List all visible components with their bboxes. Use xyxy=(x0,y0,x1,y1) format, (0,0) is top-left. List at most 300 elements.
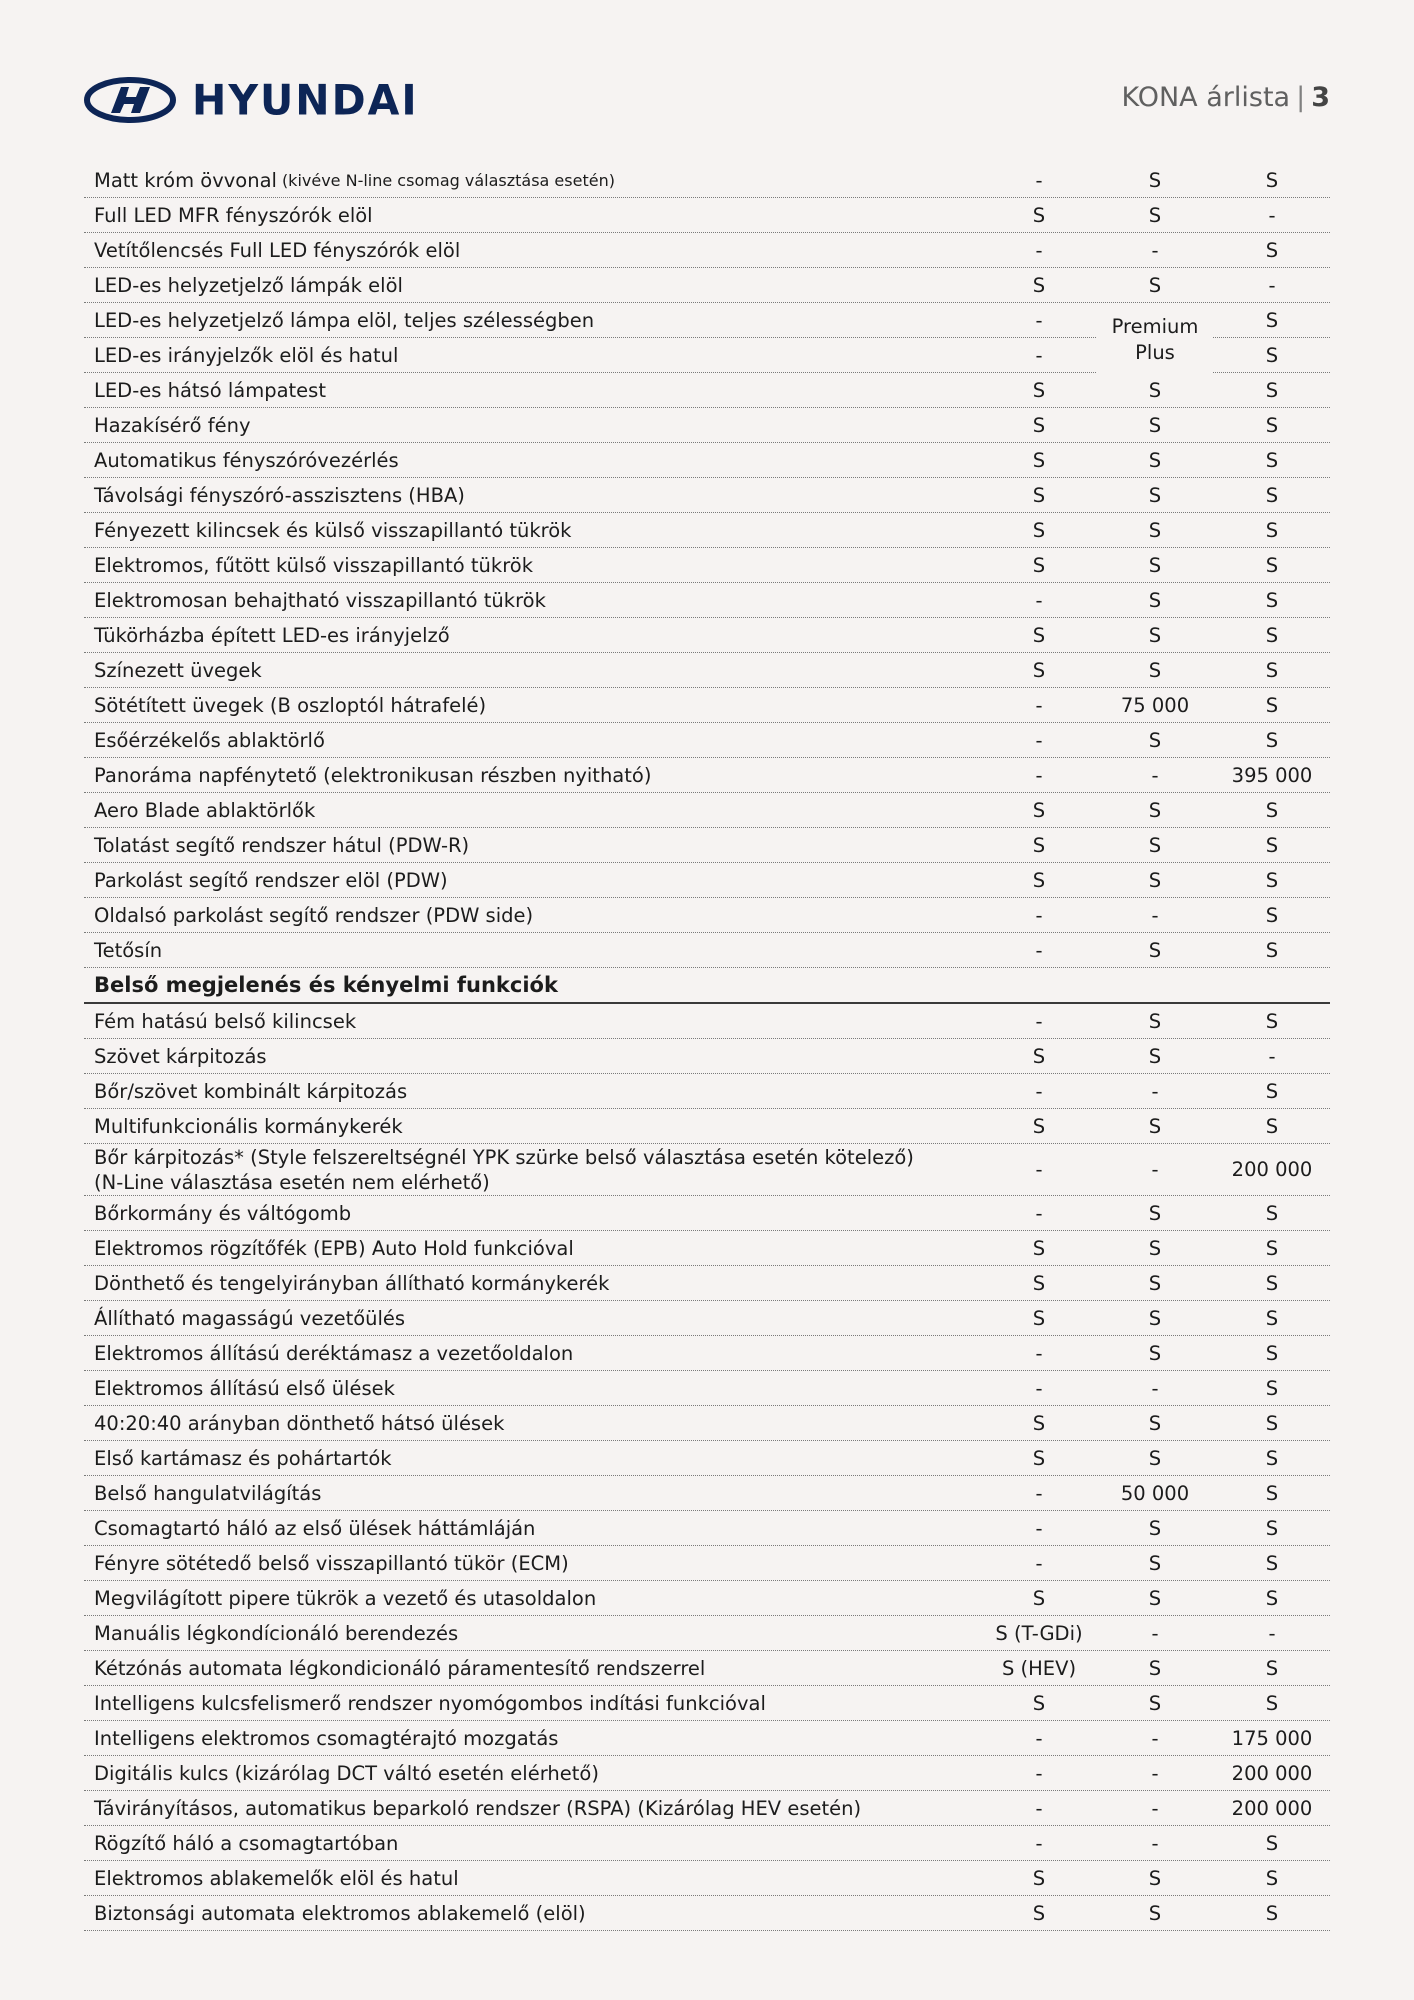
trim-3-value: S xyxy=(1265,868,1279,892)
feature-name: Full LED MFR fényszórók elöl xyxy=(94,203,373,227)
feature-name: Dönthető és tengelyirányban állítható kormánykerék xyxy=(94,1271,610,1295)
trim-2-value: S xyxy=(1148,1901,1162,1925)
table-row xyxy=(84,1616,1330,1651)
trim-3-value: S xyxy=(1265,308,1279,332)
trim-1-value: S xyxy=(1032,448,1046,472)
trim-3-value: S xyxy=(1265,728,1279,752)
feature-label xyxy=(94,1406,974,1440)
trim-1-value: S xyxy=(1032,833,1046,857)
trim-2-value: - xyxy=(1151,1376,1159,1400)
trim-1-value: - xyxy=(1035,693,1043,717)
feature-name: Esőérzékelős ablaktörlő xyxy=(94,728,325,752)
hyundai-logo-icon xyxy=(84,77,176,123)
brand-logo xyxy=(84,76,419,124)
trim-3-value: S xyxy=(1265,168,1279,192)
feature-label-lines xyxy=(94,1145,914,1195)
trim-1-value: - xyxy=(1035,938,1043,962)
trim-1-value: S xyxy=(1032,518,1046,542)
feature-label xyxy=(94,583,974,617)
trim-3-value: S xyxy=(1265,238,1279,262)
feature-label xyxy=(94,1231,974,1265)
trim-3-value: S xyxy=(1265,343,1279,367)
feature-label xyxy=(94,618,974,652)
trim-3-value: S xyxy=(1265,938,1279,962)
feature-name: Panoráma napfénytető (elektronikusan részben nyitható) xyxy=(94,763,652,787)
trim-2-value: S xyxy=(1148,553,1162,577)
trim-2-value: - xyxy=(1151,238,1159,262)
table-row xyxy=(84,233,1330,268)
feature-label xyxy=(94,653,974,687)
table-row xyxy=(84,1441,1330,1476)
table-row xyxy=(84,1301,1330,1336)
table-row xyxy=(84,863,1330,898)
merged-value-line: Premium xyxy=(1111,315,1199,338)
feature-label xyxy=(94,1546,974,1580)
trim-2-value: - xyxy=(1151,1796,1159,1820)
trim-2-value: S xyxy=(1148,273,1162,297)
trim-1-value: S xyxy=(1032,1586,1046,1610)
trim-2-value: S xyxy=(1148,1044,1162,1068)
feature-label xyxy=(94,723,974,757)
page-number: 3 xyxy=(1311,82,1330,113)
trim-3-value: S xyxy=(1265,1271,1279,1295)
feature-name: Állítható magasságú vezetőülés xyxy=(94,1306,406,1330)
feature-name: Automatikus fényszóróvezérlés xyxy=(94,448,399,472)
trim-1-value: - xyxy=(1035,1201,1043,1225)
feature-name: Aero Blade ablaktörlők xyxy=(94,798,316,822)
trim-3-value: S xyxy=(1265,518,1279,542)
trim-2-value: S xyxy=(1148,413,1162,437)
table-row xyxy=(84,163,1330,198)
trim-1-value: - xyxy=(1035,903,1043,927)
feature-name: LED-es helyzetjelző lámpák elöl xyxy=(94,273,403,297)
table-row xyxy=(84,758,1330,793)
trim-1-value: S (T-GDi) xyxy=(995,1621,1083,1645)
table-row xyxy=(84,1721,1330,1756)
trim-1-value: S xyxy=(1032,273,1046,297)
trim-2-merged-value xyxy=(1097,305,1213,375)
trim-1-value: S xyxy=(1032,203,1046,227)
table-row xyxy=(84,1371,1330,1406)
feature-name: 40:20:40 arányban dönthető hátsó ülések xyxy=(94,1411,505,1435)
table-row xyxy=(84,408,1330,443)
trim-1-value: S xyxy=(1032,1044,1046,1068)
feature-name: Fém hatású belső kilincsek xyxy=(94,1009,357,1033)
feature-name: Tetősín xyxy=(94,938,163,962)
table-row xyxy=(84,653,1330,688)
feature-name: Elektromos ablakemelők elöl és hatul xyxy=(94,1866,459,1890)
feature-name: Hazakísérő fény xyxy=(94,413,251,437)
trim-3-value: S xyxy=(1265,1306,1279,1330)
trim-3-value: - xyxy=(1268,273,1276,297)
trim-1-value: - xyxy=(1035,1341,1043,1365)
table-row xyxy=(84,1686,1330,1721)
trim-2-value: S xyxy=(1148,658,1162,682)
feature-name: Fényezett kilincsek és külső visszapillantó tükrök xyxy=(94,518,572,542)
trim-1-value: - xyxy=(1035,1516,1043,1540)
trim-3-value: S xyxy=(1265,378,1279,402)
trim-1-value: - xyxy=(1035,168,1043,192)
feature-name: Bőrkormány és váltógomb xyxy=(94,1201,352,1225)
trim-2-value: S xyxy=(1148,868,1162,892)
trim-1-value: S xyxy=(1032,1271,1046,1295)
table-row xyxy=(84,548,1330,583)
trim-2-value: - xyxy=(1151,1726,1159,1750)
trim-2-value: - xyxy=(1151,763,1159,787)
feature-label xyxy=(94,1004,974,1038)
trim-1-value: S xyxy=(1032,553,1046,577)
feature-name: Elektromosan behajtható visszapillantó tükrök xyxy=(94,588,546,612)
feature-name: LED-es irányjelzők elöl és hatul xyxy=(94,343,399,367)
trim-3-value: S xyxy=(1265,1009,1279,1033)
trim-2-value: S xyxy=(1148,1009,1162,1033)
trim-1-value: - xyxy=(1035,763,1043,787)
trim-3-value: S xyxy=(1265,1079,1279,1103)
trim-1-value: S (HEV) xyxy=(1001,1656,1077,1680)
trim-2-value: S xyxy=(1148,1114,1162,1138)
feature-label xyxy=(94,1686,974,1720)
feature-label xyxy=(94,1511,974,1545)
trim-2-value: S xyxy=(1148,1271,1162,1295)
trim-1-value: - xyxy=(1035,308,1043,332)
trim-3-value: S xyxy=(1265,1341,1279,1365)
feature-label xyxy=(94,1476,974,1510)
table-row xyxy=(84,1196,1330,1231)
feature-label xyxy=(94,303,974,337)
feature-label xyxy=(94,1039,974,1073)
section-title: Belső megjelenés és kényelmi funkciók xyxy=(94,972,558,997)
feature-label xyxy=(94,1791,974,1825)
feature-label xyxy=(94,513,974,547)
table-row xyxy=(84,1109,1330,1144)
table-row xyxy=(84,583,1330,618)
feature-name: Matt króm övvonal xyxy=(94,168,277,192)
trim-3-value: S xyxy=(1265,553,1279,577)
feature-label xyxy=(94,198,974,232)
trim-2-value: S xyxy=(1148,518,1162,542)
table-row xyxy=(84,1756,1330,1791)
table-row xyxy=(84,1896,1330,1931)
trim-1-value: - xyxy=(1035,1796,1043,1820)
trim-1-value: S xyxy=(1032,1866,1046,1890)
trim-1-value: - xyxy=(1035,1551,1043,1575)
trim-2-value: S xyxy=(1148,1306,1162,1330)
trim-2-value: S xyxy=(1148,623,1162,647)
feature-name: LED-es hátsó lámpatest xyxy=(94,378,326,402)
table-row xyxy=(84,373,1330,408)
feature-label xyxy=(94,1581,974,1615)
trim-2-value: S xyxy=(1148,378,1162,402)
feature-label xyxy=(94,1144,974,1195)
feature-note: (kivéve N-line csomag választása esetén) xyxy=(281,170,615,190)
trim-2-value: S xyxy=(1148,1411,1162,1435)
trim-2-value: S xyxy=(1148,833,1162,857)
table-row xyxy=(84,1546,1330,1581)
feature-name: Színezett üvegek xyxy=(94,658,262,682)
feature-label xyxy=(94,1756,974,1790)
trim-3-value: 175 000 xyxy=(1231,1726,1313,1750)
feature-name: Távirányításos, automatikus beparkoló rendszer (RSPA) (Kizárólag HEV esetén) xyxy=(94,1796,862,1820)
trim-3-value: S xyxy=(1265,798,1279,822)
trim-2-value: S xyxy=(1148,1866,1162,1890)
feature-label xyxy=(94,1196,974,1230)
trim-2-value: - xyxy=(1151,1761,1159,1785)
trim-1-value: - xyxy=(1035,1481,1043,1505)
feature-label xyxy=(94,1109,974,1143)
feature-label xyxy=(94,1074,974,1108)
trim-3-value: S xyxy=(1265,1586,1279,1610)
feature-label xyxy=(94,898,974,932)
table-row xyxy=(84,1231,1330,1266)
trim-3-value: S xyxy=(1265,588,1279,612)
trim-1-value: S xyxy=(1032,1306,1046,1330)
trim-3-value: S xyxy=(1265,903,1279,927)
trim-1-value: S xyxy=(1032,1901,1046,1925)
table-row xyxy=(84,618,1330,653)
trim-2-value: S xyxy=(1148,938,1162,962)
trim-3-value: S xyxy=(1265,1551,1279,1575)
exterior-equipment-group xyxy=(84,163,1330,968)
table-row xyxy=(84,1476,1330,1511)
trim-2-value: S xyxy=(1148,1516,1162,1540)
feature-name: Fényre sötétedő belső visszapillantó tükör (ECM) xyxy=(94,1551,569,1575)
table-row xyxy=(84,1074,1330,1109)
trim-3-value: S xyxy=(1265,1866,1279,1890)
trim-1-value: - xyxy=(1035,588,1043,612)
trim-3-value: - xyxy=(1268,1621,1276,1645)
page-header xyxy=(84,70,1330,130)
feature-label xyxy=(94,233,974,267)
feature-label xyxy=(94,1616,974,1650)
feature-label xyxy=(94,1651,974,1685)
table-row xyxy=(84,688,1330,723)
feature-label xyxy=(94,688,974,722)
table-row xyxy=(84,1861,1330,1896)
feature-label xyxy=(94,373,974,407)
feature-name: Sötétített üvegek (B oszloptól hátrafelé) xyxy=(94,693,487,717)
trim-1-value: S xyxy=(1032,1446,1046,1470)
trim-2-value: S xyxy=(1148,1446,1162,1470)
trim-1-value: - xyxy=(1035,1158,1043,1181)
feature-label xyxy=(94,863,974,897)
table-row xyxy=(84,1336,1330,1371)
feature-name: Belső hangulatvilágítás xyxy=(94,1481,322,1505)
trim-1-value: S xyxy=(1032,1411,1046,1435)
table-row xyxy=(84,828,1330,863)
trim-3-value: 200 000 xyxy=(1231,1796,1313,1820)
trim-1-value: S xyxy=(1032,378,1046,402)
trim-2-value: S xyxy=(1148,798,1162,822)
feature-name: Elektromos, fűtött külső visszapillantó tükrök xyxy=(94,553,534,577)
trim-3-value: S xyxy=(1265,483,1279,507)
trim-2-value: S xyxy=(1148,483,1162,507)
feature-name: Manuális légkondícionáló berendezés xyxy=(94,1621,459,1645)
trim-2-value: - xyxy=(1151,1831,1159,1855)
trim-2-value: - xyxy=(1151,903,1159,927)
table-row xyxy=(84,723,1330,758)
trim-1-value: S xyxy=(1032,1691,1046,1715)
table-row xyxy=(84,933,1330,968)
feature-name: Intelligens kulcsfelismerő rendszer nyomógombos indítási funkcióval xyxy=(94,1691,766,1715)
trim-1-value: - xyxy=(1035,1761,1043,1785)
feature-name: Bőr/szövet kombinált kárpitozás xyxy=(94,1079,408,1103)
trim-1-value: S xyxy=(1032,1236,1046,1260)
trim-2-value: - xyxy=(1151,1079,1159,1103)
title-separator: | xyxy=(1296,82,1306,113)
trim-2-value: S xyxy=(1148,1586,1162,1610)
trim-2-value: - xyxy=(1151,1621,1159,1645)
feature-name: Csomagtartó háló az első ülések háttámláján xyxy=(94,1516,536,1540)
brand-wordmark: HYUNDAI xyxy=(192,75,419,125)
feature-label xyxy=(94,933,974,967)
trim-2-value: S xyxy=(1148,1656,1162,1680)
table-row xyxy=(84,1826,1330,1861)
trim-2-value: S xyxy=(1148,588,1162,612)
section-heading-row xyxy=(84,968,1330,1004)
trim-3-value: S xyxy=(1265,1691,1279,1715)
table-row xyxy=(84,1266,1330,1301)
table-row xyxy=(84,268,1330,303)
table-row xyxy=(84,1144,1330,1196)
trim-3-value: 200 000 xyxy=(1231,1158,1313,1181)
feature-name: Megvilágított pipere tükrök a vezető és utasoldalon xyxy=(94,1586,597,1610)
merged-value-line: Plus xyxy=(1135,341,1175,364)
feature-name: Intelligens elektromos csomagtérajtó mozgatás xyxy=(94,1726,559,1750)
trim-2-value: S xyxy=(1148,1551,1162,1575)
trim-3-value: S xyxy=(1265,1446,1279,1470)
trim-1-value: - xyxy=(1035,343,1043,367)
feature-label-line-2: (N-Line választása esetén nem elérhető) xyxy=(94,1170,490,1194)
feature-name: Távolsági fényszóró-asszisztens (HBA) xyxy=(94,483,465,507)
trim-1-value: S xyxy=(1032,623,1046,647)
feature-name: Vetítőlencsés Full LED fényszórók elöl xyxy=(94,238,461,262)
feature-name: Tolatást segítő rendszer hátul (PDW-R) xyxy=(94,833,470,857)
trim-1-value: S xyxy=(1032,798,1046,822)
feature-name: Kétzónás automata légkondicionáló páramentesítő rendszerrel xyxy=(94,1656,706,1680)
table-row xyxy=(84,513,1330,548)
trim-2-value: S xyxy=(1148,728,1162,752)
trim-3-value: S xyxy=(1265,1114,1279,1138)
trim-2-value: 50 000 xyxy=(1120,1481,1190,1505)
trim-1-value: S xyxy=(1032,658,1046,682)
feature-label xyxy=(94,1826,974,1860)
interior-equipment-group xyxy=(84,1004,1330,1931)
trim-3-value: S xyxy=(1265,833,1279,857)
feature-name: Elektromos állítású deréktámasz a vezetőoldalon xyxy=(94,1341,574,1365)
trim-1-value: S xyxy=(1032,868,1046,892)
feature-label xyxy=(94,1721,974,1755)
feature-label xyxy=(94,548,974,582)
feature-name: Multifunkcionális kormánykerék xyxy=(94,1114,403,1138)
feature-name: Biztonsági automata elektromos ablakemelő (elöl) xyxy=(94,1901,586,1925)
trim-2-value: S xyxy=(1148,448,1162,472)
table-row xyxy=(84,1791,1330,1826)
trim-2-value: 75 000 xyxy=(1120,693,1190,717)
feature-name: Rögzítő háló a csomagtartóban xyxy=(94,1831,399,1855)
table-row xyxy=(84,1511,1330,1546)
trim-3-value: S xyxy=(1265,1831,1279,1855)
table-row xyxy=(84,1004,1330,1039)
trim-1-value: S xyxy=(1032,483,1046,507)
feature-label xyxy=(94,163,974,197)
feature-label xyxy=(94,268,974,302)
feature-name: Első kartámasz és pohártartók xyxy=(94,1446,392,1470)
feature-label xyxy=(94,793,974,827)
trim-3-value: - xyxy=(1268,1044,1276,1068)
trim-1-value: S xyxy=(1032,1114,1046,1138)
trim-2-value: S xyxy=(1148,1341,1162,1365)
trim-3-value: - xyxy=(1268,203,1276,227)
trim-1-value: - xyxy=(1035,1726,1043,1750)
table-row xyxy=(84,198,1330,233)
feature-name: Oldalsó parkolást segítő rendszer (PDW side) xyxy=(94,903,534,927)
trim-2-value: S xyxy=(1148,1236,1162,1260)
table-row xyxy=(84,1039,1330,1074)
trim-1-value: S xyxy=(1032,413,1046,437)
trim-3-value: S xyxy=(1265,658,1279,682)
feature-label-line-1: Bőr kárpitozás* (Style felszereltségnél YPK szürke belső választása esetén kötelező) xyxy=(94,1145,914,1169)
trim-3-value: S xyxy=(1265,1201,1279,1225)
trim-3-value: 200 000 xyxy=(1231,1761,1313,1785)
feature-label xyxy=(94,1861,974,1895)
table-row xyxy=(84,1406,1330,1441)
trim-2-value: S xyxy=(1148,1201,1162,1225)
feature-name: Szövet kárpitozás xyxy=(94,1044,267,1068)
feature-label xyxy=(94,478,974,512)
feature-name: Tükörházba épített LED-es irányjelző xyxy=(94,623,450,647)
feature-label xyxy=(94,1896,974,1930)
feature-name: Elektromos állítású első ülések xyxy=(94,1376,395,1400)
trim-3-value: 395 000 xyxy=(1231,763,1313,787)
trim-3-value: S xyxy=(1265,448,1279,472)
table-row xyxy=(84,1651,1330,1686)
trim-1-value: - xyxy=(1035,1009,1043,1033)
page-reference xyxy=(1122,82,1331,113)
table-row xyxy=(84,478,1330,513)
trim-3-value: S xyxy=(1265,1236,1279,1260)
table-row xyxy=(84,793,1330,828)
trim-2-value: S xyxy=(1148,1691,1162,1715)
feature-label xyxy=(94,1301,974,1335)
feature-name: Elektromos rögzítőfék (EPB) Auto Hold funkcióval xyxy=(94,1236,574,1260)
feature-label xyxy=(94,1441,974,1475)
feature-label xyxy=(94,408,974,442)
feature-label xyxy=(94,1336,974,1370)
trim-3-value: S xyxy=(1265,623,1279,647)
document-title: KONA árlista xyxy=(1121,82,1291,113)
feature-label xyxy=(94,758,974,792)
trim-3-value: S xyxy=(1265,1516,1279,1540)
equipment-price-table xyxy=(84,163,1330,1931)
trim-3-value: S xyxy=(1265,1411,1279,1435)
trim-2-value: S xyxy=(1148,168,1162,192)
trim-1-value: - xyxy=(1035,1831,1043,1855)
table-row xyxy=(84,1581,1330,1616)
feature-name: Parkolást segítő rendszer elöl (PDW) xyxy=(94,868,448,892)
feature-label xyxy=(94,1371,974,1405)
trim-3-value: S xyxy=(1265,1376,1279,1400)
table-row xyxy=(84,898,1330,933)
table-row xyxy=(84,443,1330,478)
trim-3-value: S xyxy=(1265,693,1279,717)
feature-name: Digitális kulcs (kizárólag DCT váltó esetén elérhető) xyxy=(94,1761,599,1785)
feature-label xyxy=(94,828,974,862)
feature-name: LED-es helyzetjelző lámpa elöl, teljes szélességben xyxy=(94,308,595,332)
trim-1-value: - xyxy=(1035,238,1043,262)
feature-label xyxy=(94,338,974,372)
trim-1-value: - xyxy=(1035,1079,1043,1103)
trim-3-value: S xyxy=(1265,1481,1279,1505)
